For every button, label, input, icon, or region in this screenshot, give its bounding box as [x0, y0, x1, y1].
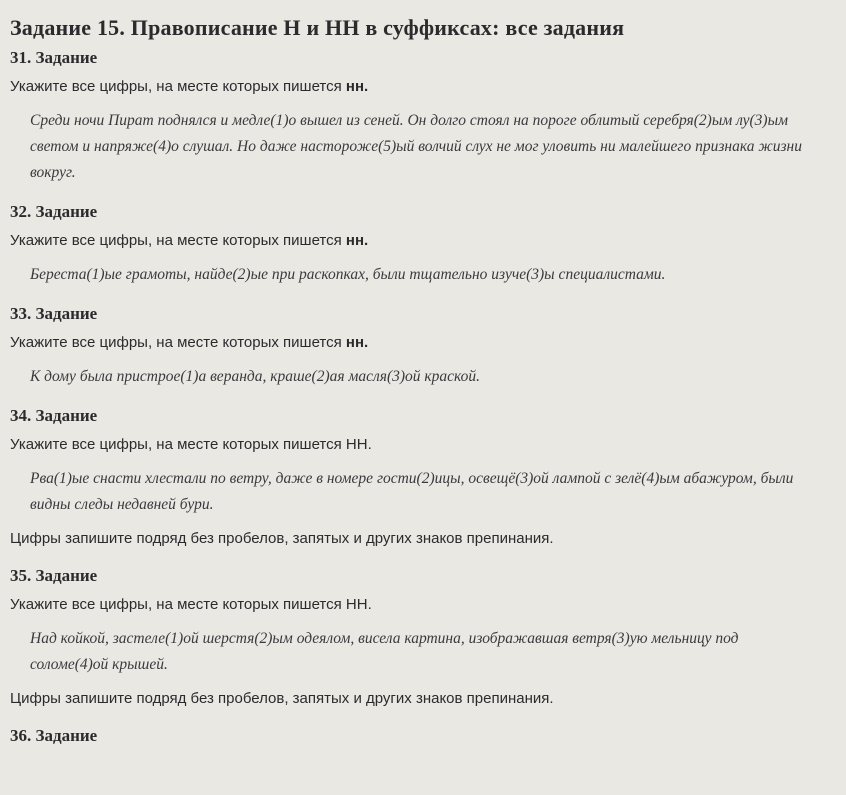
task-instruction: Укажите все цифры, на месте которых пишется НН. — [10, 436, 372, 453]
task-36 — [10, 724, 836, 748]
task-instruction — [10, 76, 836, 98]
task-instruction: Укажите все цифры, на месте которых пишется НН. — [10, 596, 372, 613]
instruction-nn: нн. — [345, 232, 369, 249]
instruction-text: Укажите все цифры, на месте которых пишется — [10, 334, 342, 351]
task-header: 31. Задание — [10, 48, 98, 67]
instruction-nn: нн. — [345, 334, 369, 351]
task-text: Среди ночи Пират поднялся и медле(1)о вышел из сеней. Он долго стоял на пороге облитый серебря(2)ым лу(3)ым светом и напряже(4)о слушал. Но даже насторожe(5)ый волчий слух не мог уловить ни малейшего признака жизни вокруг. — [30, 112, 802, 181]
task-text: Над койкой, застеле(1)ой шерстя(2)ым одеялом, висела картина, изображавшая ветря(3)ую мельницу под соломе(4)ой крышей. — [30, 630, 739, 673]
task-34 — [10, 404, 836, 550]
instruction-text: Укажите все цифры, на месте которых пишется — [10, 232, 342, 249]
task-33 — [10, 302, 836, 390]
task-instruction — [10, 230, 836, 252]
task-note: Цифры запишите подряд без пробелов, запятых и других знаков препинания. — [10, 690, 554, 707]
task-text: К дому была пристрое(1)а веранда, краше(2)ая масля(3)ой краской. — [30, 368, 481, 385]
task-35 — [10, 564, 836, 710]
task-text: Береста(1)ые грамоты, найде(2)ые при раскопках, были тщательно изуче(3)ы специалистами. — [30, 266, 666, 283]
task-header: 36. Задание — [10, 726, 98, 745]
task-instruction — [10, 332, 836, 354]
instruction-text: Укажите все цифры, на месте которых пишется — [10, 78, 342, 95]
task-32 — [10, 200, 836, 288]
task-header: 34. Задание — [10, 406, 98, 425]
task-note: Цифры запишите подряд без пробелов, запятых и других знаков препинания. — [10, 530, 554, 547]
task-header: 35. Задание — [10, 566, 98, 585]
task-header: 33. Задание — [10, 304, 98, 323]
task-31 — [10, 46, 836, 186]
task-header: 32. Задание — [10, 202, 98, 221]
page-title: Задание 15. Правописание Н и НН в суффиксах: все задания — [10, 15, 625, 40]
task-text: Рва(1)ые снасти хлестали по ветру, даже в номере гости(2)ицы, освещё(3)ой лампой с зелё(4)ым абажуром, были видны следы недавней бури. — [30, 470, 794, 513]
instruction-nn: нн. — [345, 78, 369, 95]
